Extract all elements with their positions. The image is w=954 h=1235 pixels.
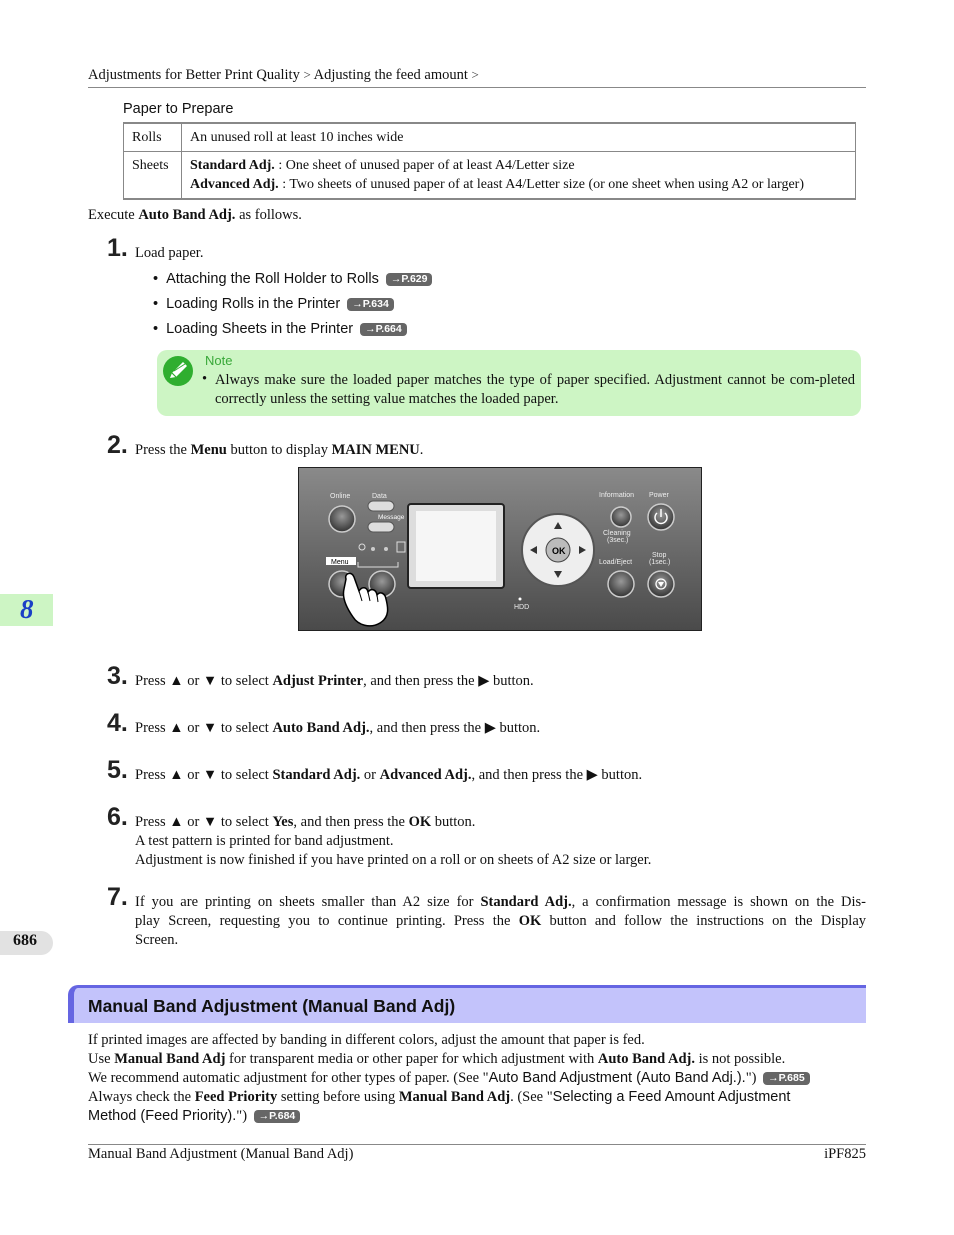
control-panel-illustration xyxy=(298,467,702,631)
breadcrumb: Adjustments for Better Print Quality > Adjusting the feed amount > xyxy=(88,67,479,83)
step-number: 5. xyxy=(107,756,128,784)
paper-type-cell: Sheets xyxy=(124,152,182,200)
note-title: Note xyxy=(205,353,233,368)
link-auto-band-adjustment[interactable]: Auto Band Adjustment (Auto Band Adj.). xyxy=(488,1070,746,1086)
step-5-text: Press ▲ or ▼ to select Standard Adj. or Advanced Adj., and then press the ▶ button. xyxy=(135,767,643,783)
stop-label: Stop xyxy=(652,552,667,559)
page-number: 686 xyxy=(0,931,53,955)
cleaning-label: Cleaning xyxy=(603,530,631,537)
link-attach-roll-holder[interactable]: Attaching the Roll Holder to Rolls xyxy=(166,271,379,287)
table-row xyxy=(124,152,856,200)
power-label: Power xyxy=(649,492,669,499)
header-rule xyxy=(88,87,866,88)
online-button xyxy=(329,506,355,532)
step-4-text: Press ▲ or ▼ to select Auto Band Adj., and then press the ▶ button. xyxy=(135,720,541,736)
link-feed-priority[interactable]: Selecting a Feed Amount Adjustment xyxy=(552,1089,791,1105)
footer-title: Manual Band Adjustment (Manual Band Adj) xyxy=(88,1146,354,1162)
page-ref-link[interactable]: →P.629 xyxy=(386,273,433,286)
note-text: Always make sure the loaded paper matches the type of paper specified. Adjustment cannot be com-pleted correctly unless the setting value matches the loaded paper. xyxy=(215,372,855,407)
menu-label: Menu xyxy=(331,559,349,566)
step-number: 3. xyxy=(107,662,128,690)
online-label: Online xyxy=(330,493,351,500)
step-number: 6. xyxy=(107,803,128,831)
standard-adj-label: Standard Adj. xyxy=(190,158,275,173)
breadcrumb-link-print-quality[interactable]: Adjustments for Better Print Quality xyxy=(88,67,300,83)
hdd-label: HDD xyxy=(514,604,530,611)
step-number: 2. xyxy=(107,431,128,459)
information-label: Information xyxy=(599,492,635,499)
page-ref-link[interactable]: →P.684 xyxy=(254,1110,301,1123)
data-label: Data xyxy=(372,493,387,500)
link-feed-priority-cont[interactable]: Method (Feed Priority). xyxy=(88,1108,237,1124)
page-ref-link[interactable]: →P.685 xyxy=(763,1072,810,1085)
cleaning-sub-label: (3sec.) xyxy=(607,537,629,544)
table-row xyxy=(124,123,856,152)
advanced-adj-label: Advanced Adj. xyxy=(190,177,279,192)
list-item: • Attaching the Roll Holder to Rolls →P.629 xyxy=(153,271,432,287)
page-ref-link[interactable]: →P.634 xyxy=(347,298,394,311)
ok-label: OK xyxy=(552,546,566,556)
load-eject-label: Load/Eject xyxy=(599,559,633,566)
list-item: • Loading Rolls in the Printer →P.634 xyxy=(153,296,394,312)
paper-table xyxy=(123,122,856,200)
note-bullet: • xyxy=(202,371,208,387)
step-3-text: Press ▲ or ▼ to select Adjust Printer, and then press the ▶ button. xyxy=(135,673,534,689)
step-number: 1. xyxy=(107,234,128,262)
step-2-text: Press the Menu button to display MAIN MENU. xyxy=(135,442,424,458)
link-loading-rolls[interactable]: Loading Rolls in the Printer xyxy=(166,296,341,312)
footer-rule xyxy=(88,1144,866,1145)
pencil-note-icon xyxy=(162,355,194,387)
step-7-text: If you are printing on sheets smaller than A2 size for Standard Adj., a confirmation message is shown on the Dis- play Screen, requesting you to continue printing. Press the OK button and follow the instructions on the Display Screen. xyxy=(135,894,867,948)
paper-type-cell: Rolls xyxy=(124,123,182,152)
chapter-tab[interactable]: 8 xyxy=(0,594,53,626)
paper-to-prepare-heading: Paper to Prepare xyxy=(123,101,234,117)
link-loading-sheets[interactable]: Loading Sheets in the Printer xyxy=(166,321,354,337)
message-label: Message xyxy=(378,514,405,521)
step-1-text: Load paper. xyxy=(135,245,204,261)
step-6-text: Press ▲ or ▼ to select Yes, and then press the OK button. A test pattern is printed for band adjustment. Adjustment is now finished if you have printed on a roll or on sheets of A2 size or larger. xyxy=(135,814,652,868)
step-number: 7. xyxy=(107,883,128,911)
intro-text: Execute Auto Band Adj. as follows. xyxy=(88,207,302,223)
load-eject-button xyxy=(608,571,634,597)
stop-sub-label: (1sec.) xyxy=(649,559,671,566)
section-heading: Manual Band Adjustment (Manual Band Adj) xyxy=(68,985,866,1023)
breadcrumb-link-feed-amount[interactable]: Adjusting the feed amount xyxy=(313,67,468,83)
list-item: • Loading Sheets in the Printer →P.664 xyxy=(153,321,407,337)
page-ref-link[interactable]: →P.664 xyxy=(360,323,407,336)
information-button xyxy=(611,507,631,527)
step-number: 4. xyxy=(107,709,128,737)
footer-model: iPF825 xyxy=(824,1146,866,1162)
paper-desc-cell: An unused roll at least 10 inches wide xyxy=(182,123,856,152)
section-body: If printed images are affected by banding in different colors, adjust the amount that paper is fed. Use Manual Band Adj for transparent media or other paper for which adjustment with Auto Band Adj. is not possible. We recommend automatic adjustment for other types of paper. (See "Auto Band Adjustment (Auto Band Adj.).") →P.685 Always check the Feed Priority setting before using Manual Band Adj. (See "Selecting a Feed Amount Adjustment Method (Feed Priority).") →P.684 xyxy=(88,1031,866,1126)
paper-desc-cell: Standard Adj. : One sheet of unused paper of at least A4/Letter size Advanced Adj. : Two sheets of unused paper of at least A4/Letter size (or one sheet when using A2 or larger) xyxy=(182,152,856,200)
